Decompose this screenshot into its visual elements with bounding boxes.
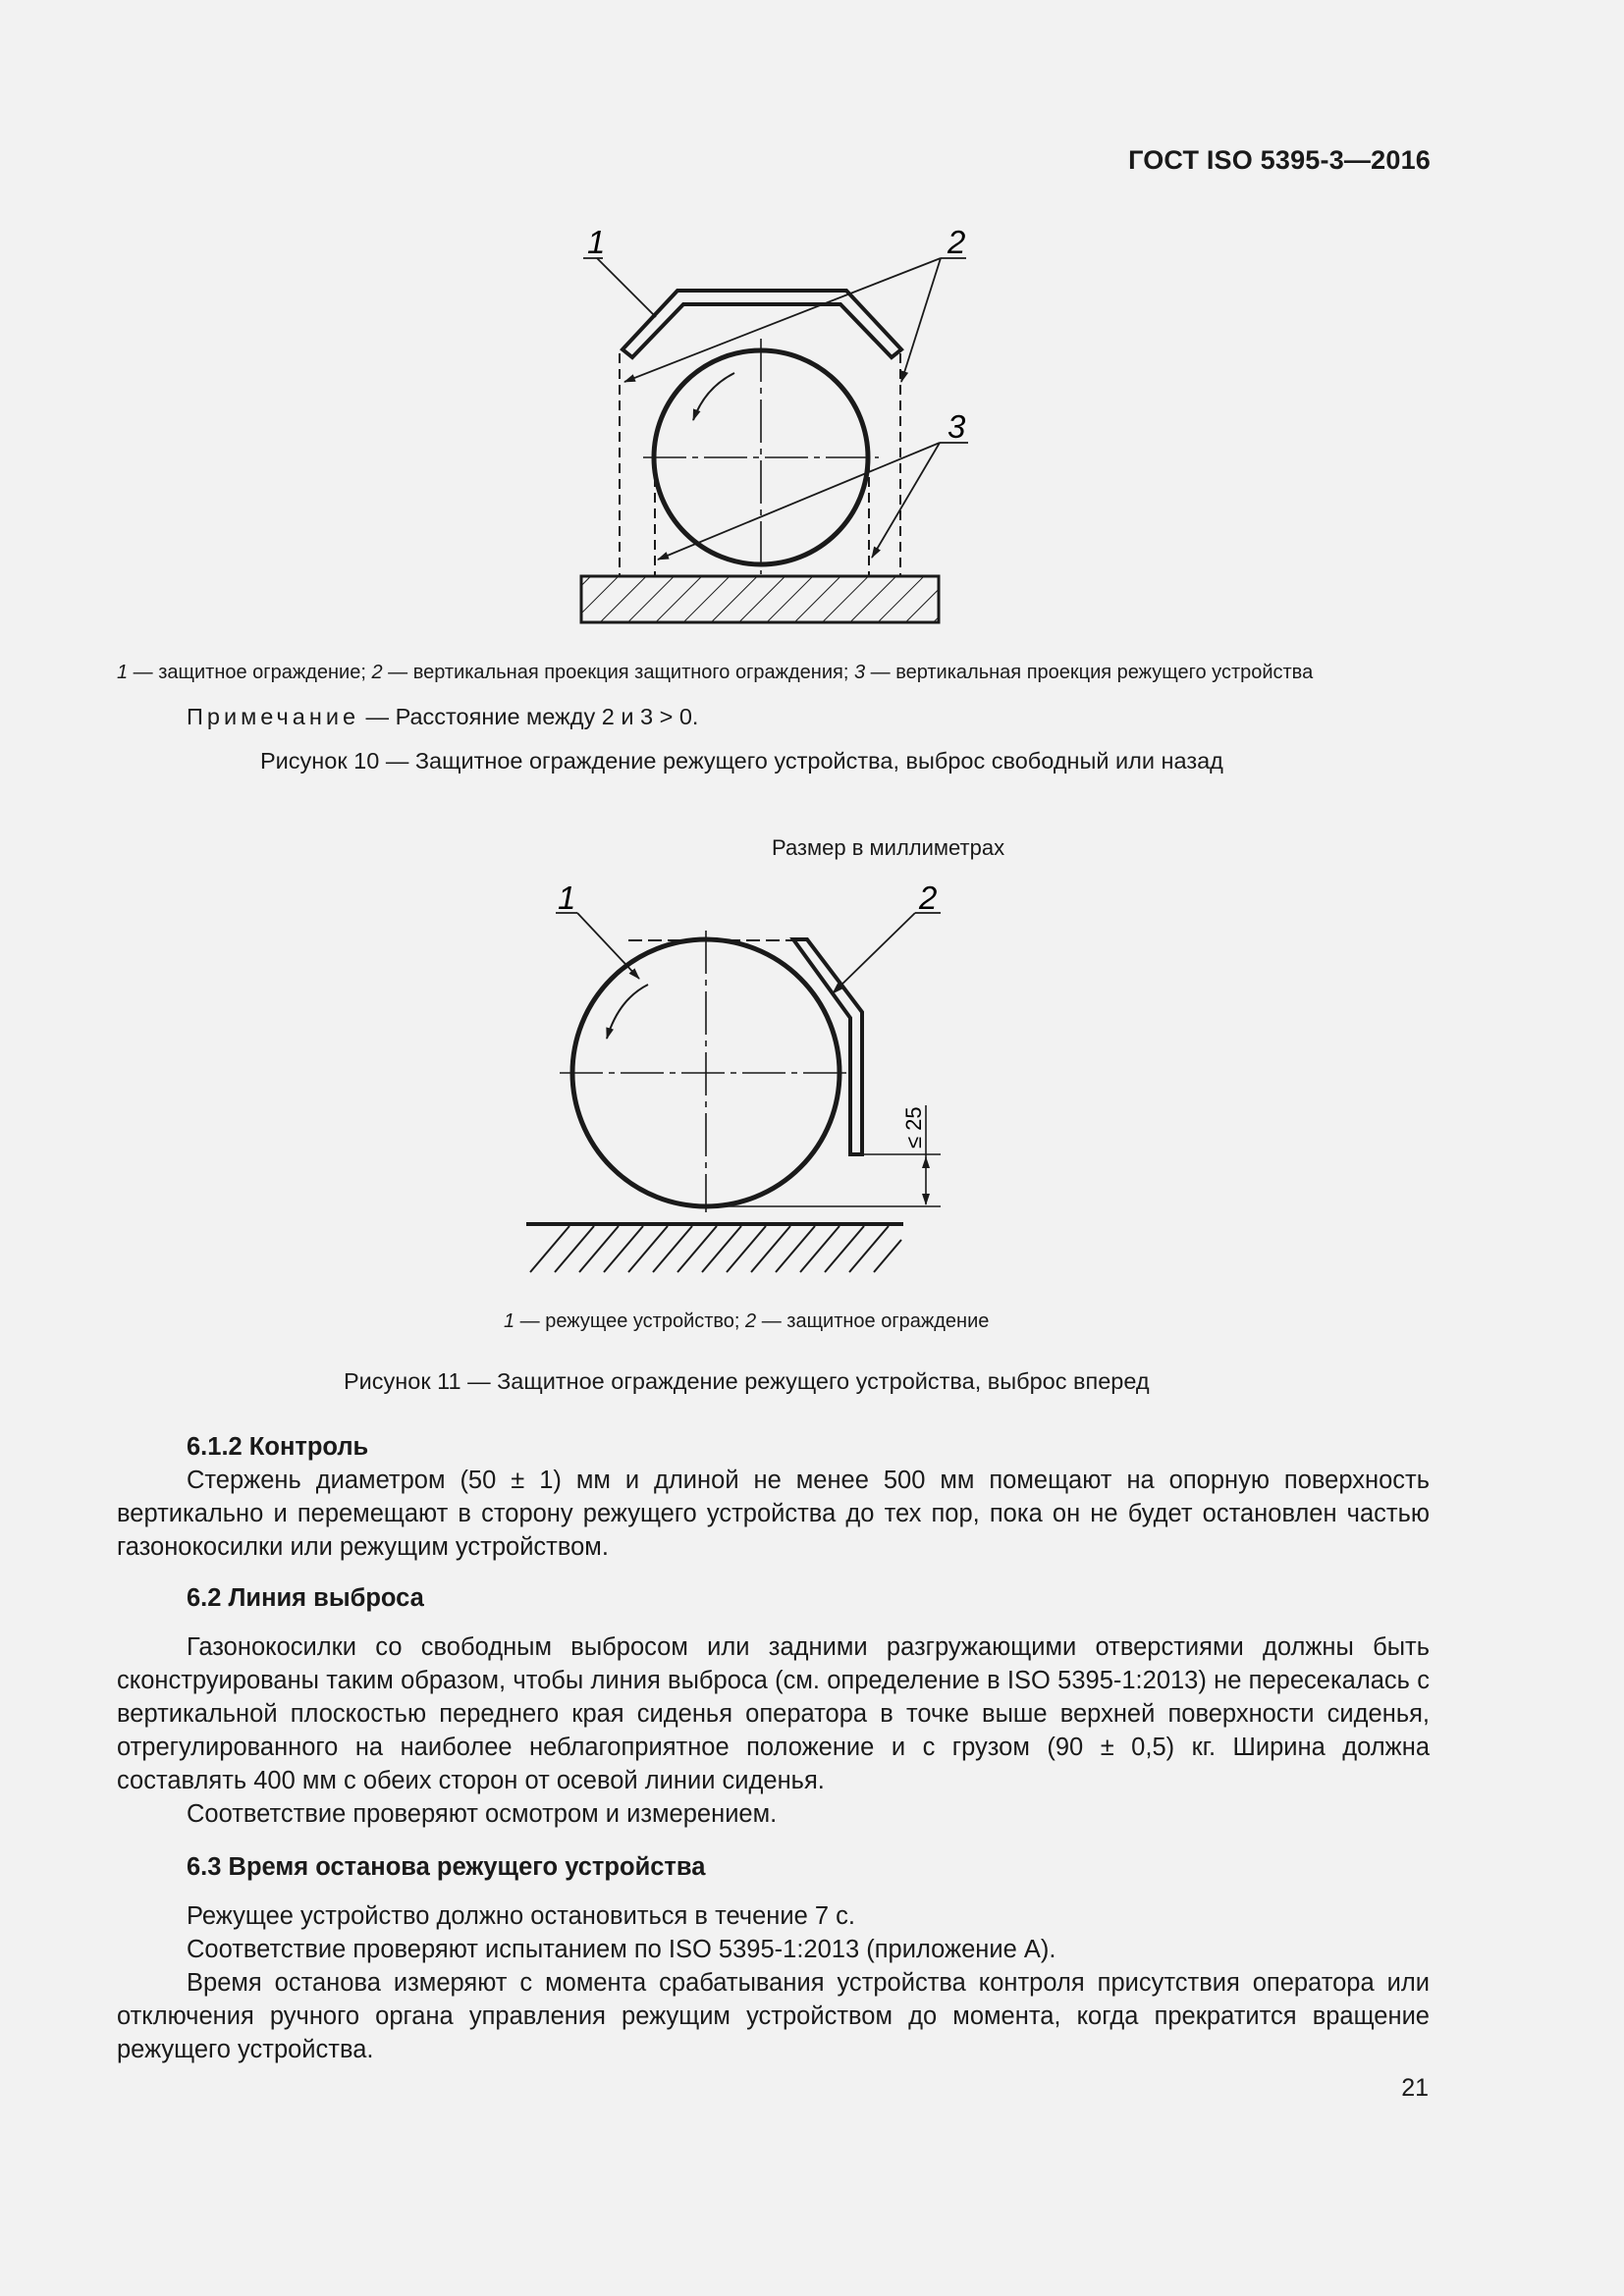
figure-10-label-3: 3 xyxy=(947,408,966,445)
section-6-3 xyxy=(117,1850,1430,2066)
paragraph: Соответствие проверяют испытанием по ISO 5395-1:2013 (приложение А). xyxy=(187,1936,1056,1963)
figure-10-legend: 1 — защитное ограждение; 2 — вертикальная проекция защитного ограждения; 3 — вертикальная проекция режущего устройства xyxy=(117,662,1314,683)
section-heading: 6.1.2 Контроль xyxy=(187,1433,369,1461)
figure-11-size-note: Размер в миллиметрах xyxy=(772,835,1005,860)
figure-10-label-1: 1 xyxy=(587,224,606,260)
page-number: 21 xyxy=(1401,2074,1429,2102)
figure-10-note: Примечание — Расстояние между 2 и 3 > 0. xyxy=(187,704,699,729)
paragraph: Режущее устройство должно остановиться в течение 7 с. xyxy=(187,1902,855,1930)
section-heading: 6.2 Линия выброса xyxy=(187,1584,424,1612)
figure-11-legend: 1 — режущее устройство; 2 — защитное ограждение xyxy=(504,1310,990,1332)
figure-11-caption: Рисунок 11 — Защитное ограждение режущего устройства, выброс вперед xyxy=(344,1368,1150,1394)
paragraph: Стержень диаметром (50 ± 1) мм и длиной не менее 500 мм помещают на опорную поверхность вертикально и перемещают в сторону режущего устройства до тех пор, пока он не будет остановлен частью газонокосилки или режущим устройством. xyxy=(117,1467,1430,1561)
figure-11-label-2: 2 xyxy=(919,880,938,916)
figure-10-label-2: 2 xyxy=(947,224,966,260)
paragraph: Газонокосилки со свободным выбросом или задними разгружающими отверстиями должны быть сконструированы таким образом, чтобы линия выброса (см. определение в ISO 5395-1:2013) не пересекалась с вертикальной плоскостью переднего края сиденья оператора в точке выше верхней поверхности сиденья, отрегулированного на наиболее неблагоприятное положение и с грузом (90 ± 0,5) кг. Ширина должна составлять 400 мм с обеих сторон от осевой линии сиденья. xyxy=(117,1633,1430,1794)
paragraph: Время останова измеряют с момента срабатывания устройства контроля присутствия оператора или отключения ручного органа управления режущим устройством до момента, когда прекратится вращение режущего устройства. xyxy=(117,1969,1430,2063)
figure-10-caption: Рисунок 10 — Защитное ограждение режущего устройства, выброс свободный или назад xyxy=(260,748,1223,774)
section-6-2 xyxy=(117,1581,1430,1831)
figure-11-label-1: 1 xyxy=(558,880,576,916)
figure-11-dimension: ≤ 25 xyxy=(901,1106,926,1148)
section-6-1-2 xyxy=(117,1430,1430,1564)
document-header: ГОСТ ISO 5395-3—2016 xyxy=(1128,145,1431,175)
section-heading: 6.3 Время останова режущего устройства xyxy=(187,1853,706,1881)
paragraph: Соответствие проверяют осмотром и измерением. xyxy=(187,1800,778,1828)
